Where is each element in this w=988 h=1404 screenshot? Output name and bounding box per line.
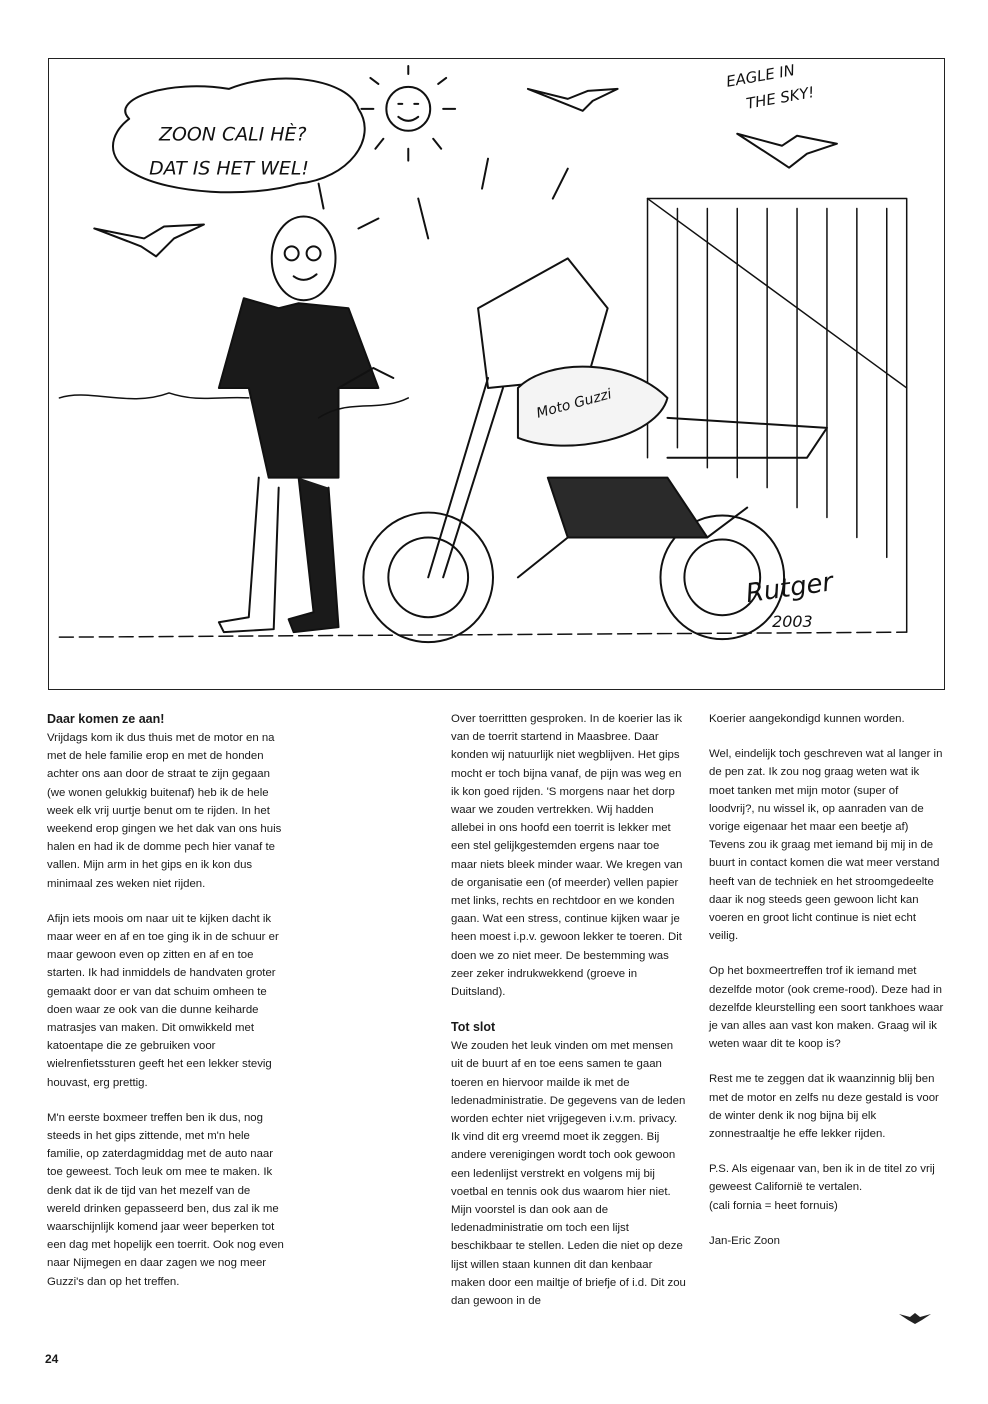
paragraph: Afijn iets moois om naar uit te kijken dacht ik maar weer en af en toe ging ik in de schuur er maar gewoon even op zitten en af en toe starten. Ik had inmiddels de handvaten groter gemaakt door er van dat schuim omheen te doen waar ze ook van die dunne keiharde matrasjes van maken. Dit omwikkeld met katoentape die ze gebruiken voor wielrenfietssturen geeft het een lekker stevig houvast, erg prettig. <box>47 912 279 1089</box>
man-figure <box>219 217 393 633</box>
paragraph: Over toerrittten gesproken. In de koerier las ik van de toerrit startend in Maasbree. Daar konden wij natuurlijk niet wegblijven. Het gips mocht er toch bijna vanaf, de pijn was weg en ik kon goed rijden. 'S morgens naar het dorp waar we zouden vertrekken. Wij hadden allebei in ons hoofd een toerrit is lekker met een stel gelijkgestemden ergens naar toe maar niets bleek minder waar. We kregen van de organisatie een (of meerder) vellen papier met links, rechts en rechtdoor en we konden gaan. Wat een stress, continue kijken waar je heen moest i.p.v. gewoon lekker te toeren. Dit doen we zo niet meer. De bestemming was zeer zeker indrukwekkend (groeve in Duitsland). <box>451 713 683 999</box>
column-2 <box>451 710 687 1327</box>
sky-text-line-2: THE SKY! <box>744 83 816 113</box>
sky-text-line-1: EAGLE IN <box>724 61 797 91</box>
cartoon-illustration <box>48 58 945 690</box>
paragraph: Vrijdags kom ik dus thuis met de motor en na met de hele familie erop en met de honden achter ons aan door de straat te zijn gegaan (we wonen gelukkig buitenaf) heb ik de hele week elk vrij uurtje benut om te rijden. In het weekend erop gingen we het dak van ons huis halen en had ik de domme pech hier vanaf te vallen. Mijn arm in het gips en ik kon dus minimaal zes weken niet rijden. <box>47 732 282 890</box>
section-heading: Tot slot <box>451 1020 496 1035</box>
paragraph: P.S. Als eigenaar van, ben ik in de titel zo vrij geweest Californië te vertalen. <box>709 1163 935 1194</box>
column-1 <box>47 710 285 1308</box>
speech-line-2: DAT IS HET WEL! <box>149 157 309 180</box>
paragraph: Op het boxmeertreffen trof ik iemand met dezelfde motor (ook creme-rood). Deze had in dezelfde kleurstelling een soort tankhoes waar je van alles aan vast kon maken. Graag wil ik weten waar dit te koop is? <box>709 965 944 1051</box>
paragraph: (cali fornia = heet fornuis) <box>709 1199 838 1212</box>
cartoon-drawing <box>49 59 944 689</box>
paragraph: Wel, eindelijk toch geschreven wat al langer in de pen zat. Ik zou nog graag weten wat ik moet tanken met mijn motor (super of loodvrij?, nu wissel ik, op aanraden van de vorige eigenaar het maar een beetje af) Tevens zou ik graag met iemand bij mij in de buurt in contact komen die wat meer verstand heeft van de techniek en het stroomgedeelte daar ik nog steeds geen gewoon licht kan voeren en groot licht continue is niet echt veilig. <box>709 748 943 943</box>
paragraph: We zouden het leuk vinden om met mensen uit de buurt af en toe eens samen te gaan toeren en hiervoor mailde ik met de ledenadministratie. De gegevens van de leden worden echter niet vrijgegeven i.v.m. privacy. Ik vind dit erg vreemd moet ik zeggen. Bij andere verenigingen wordt toch ook gewoon een ledenlijst verstrekt en volgens mij bij voetbal en tennis ook dus waarom hier niet. Mijn voorstel is dan ook aan de ledenadministratie om toch een lijst beschikbaar te stellen. Leden die niet op deze lijst willen staan kunnen dit dan kenbaar maken door een mailtje of briefje of i.d. Dit zou dan gewoon in de <box>451 1040 686 1308</box>
eagle-logo-icon <box>898 1308 932 1328</box>
page-number: 24 <box>45 1352 59 1366</box>
paragraph: Rest me te zeggen dat ik waanzinnig blij ben met de motor en zelfs nu deze gestald is voor de winter denk ik nog bijna bij elk zonnestraaltje he effe lekker rijden. <box>709 1073 939 1141</box>
tank-brand: Moto Guzzi <box>534 386 614 422</box>
eagle-icon <box>737 134 837 168</box>
section-heading: Daar komen ze aan! <box>47 712 165 726</box>
author-name: Jan-Eric Zoon <box>709 1234 780 1247</box>
signature-year: 2003 <box>772 612 813 632</box>
paragraph: M'n eerste boxmeer treffen ben ik dus, nog steeds in het gips zittende, met m'n hele familie, op zaterdagmiddag met de auto naar toe geweest. Toch leuk om mee te maken. Ik denk dat ik de tijd van het mezelf van de wereld drinken gepasseerd ben, dus zal ik me waarschijnlijk komend jaar weer beperken tot een dag met hopelijk een toerrit. Ook nog even naar Nijmegen en daar zagen we nog meer Guzzi's dan op het treffen. <box>47 1111 284 1288</box>
eagle-icon <box>94 224 204 256</box>
paragraph: Koerier aangekondigd kunnen worden. <box>709 713 905 725</box>
column-3 <box>709 710 945 1267</box>
speech-line-1: ZOON CALI HÈ? <box>159 123 307 146</box>
speech-bubble <box>113 79 365 209</box>
eagle-icon <box>528 89 618 111</box>
signature: Rutger <box>744 567 835 610</box>
